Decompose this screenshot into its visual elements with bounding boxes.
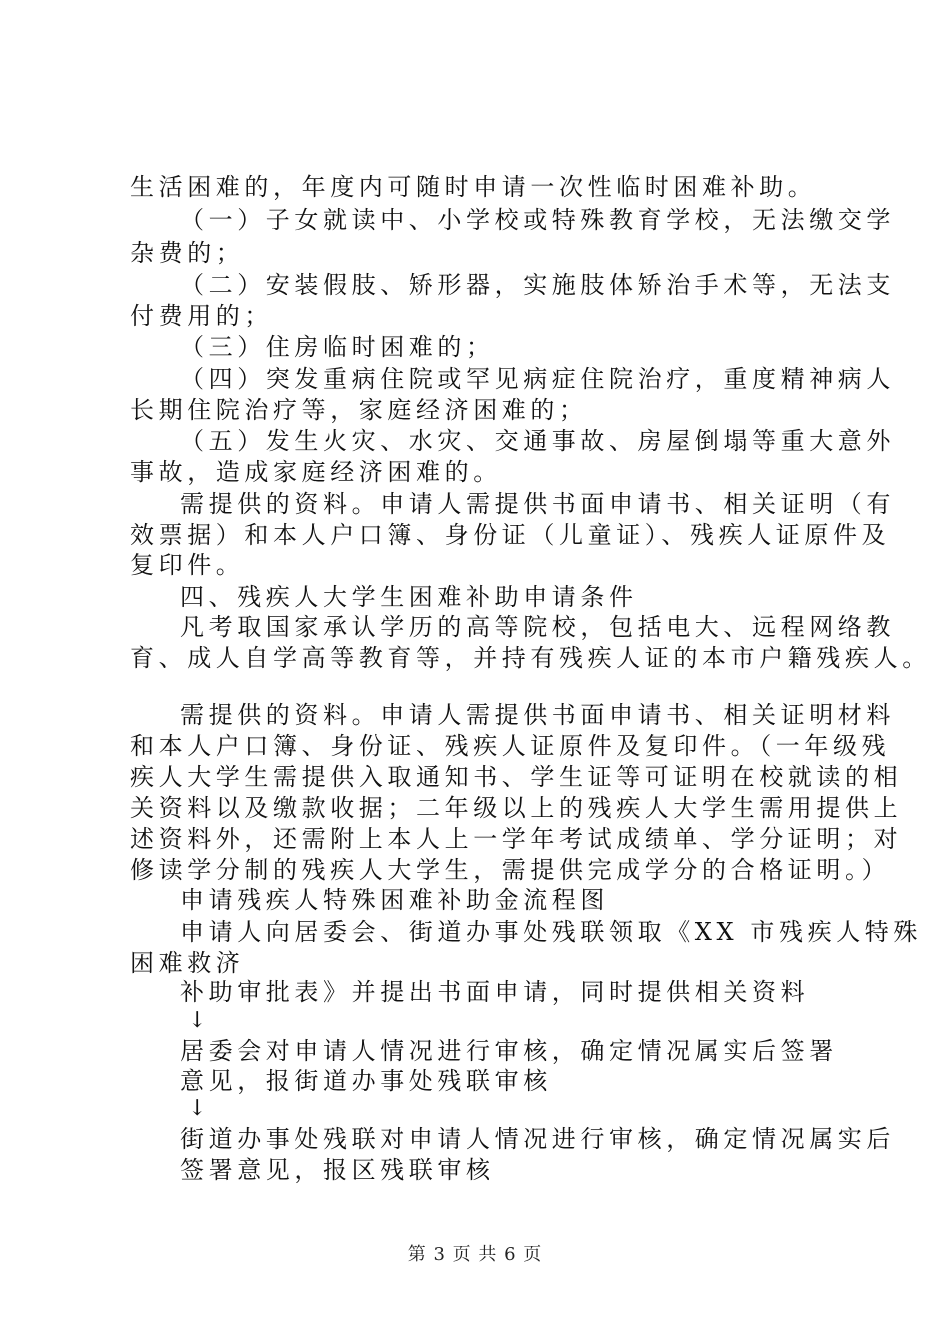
text-line: 杂费的；: [130, 239, 245, 267]
section-heading: 四、残疾人大学生困难补助申请条件: [180, 583, 638, 611]
flow-step-text: 签署意见，报区残联审核: [180, 1156, 495, 1184]
text-line: 述资料外，还需附上本人上一学年考试成绩单、学分证明；对: [130, 825, 903, 853]
flow-step-text: 申请人向居委会、街道办事处残联领取《XX 市残疾人特殊: [180, 918, 922, 946]
text-line: 付费用的；: [130, 302, 273, 330]
flow-arrow-icon: ↓: [188, 1008, 207, 1033]
text-line: 育、成人自学高等教育等，并持有残疾人证的本市户籍残疾人。: [130, 644, 931, 672]
flow-step-text: 居委会对申请人情况进行审核，确定情况属实后签署: [180, 1037, 838, 1065]
text-line: 需提供的资料。申请人需提供书面申请书、相关证明材料: [180, 701, 895, 729]
text-line: 需提供的资料。申请人需提供书面申请书、相关证明（有: [180, 490, 895, 518]
flow-step-text: 街道办事处残联对申请人情况进行审核，确定情况属实后: [180, 1125, 895, 1153]
text-line: 生活困难的，年度内可随时申请一次性临时困难补助。: [130, 173, 817, 201]
page-footer: 第 3 页 共 6 页: [407, 1244, 543, 1265]
text-line: 凡考取国家承认学历的高等院校，包括电大、远程网络教: [180, 613, 895, 641]
text-line: 疾人大学生需提供入取通知书、学生证等可证明在校就读的相: [130, 763, 903, 791]
text-line: 效票据）和本人户口簿、身份证（儿童证）、残疾人证原件及: [130, 521, 891, 549]
text-line: （四）突发重病住院或罕见病症住院治疗，重度精神病人: [180, 365, 895, 393]
flow-step-text: 补助审批表》并提出书面申请，同时提供相关资料: [180, 978, 810, 1006]
text-line: 关资料以及缴款收据；二年级以上的残疾人大学生需用提供上: [130, 794, 903, 822]
text-line: （五）发生火灾、水灾、交通事故、房屋倒塌等重大意外: [180, 427, 895, 455]
text-line: 和本人户口簿、身份证、残疾人证原件及复印件。（一年级残: [130, 732, 891, 760]
flow-arrow-icon: ↓: [188, 1096, 207, 1121]
text-line: （一）子女就读中、小学校或特殊教育学校，无法缴交学: [180, 206, 895, 234]
text-line: 事故，造成家庭经济困难的。: [130, 458, 502, 486]
flowchart-title: 申请残疾人特殊困难补助金流程图: [180, 886, 609, 914]
text-line: 修读学分制的残疾人大学生，需提供完成学分的合格证明。）: [130, 856, 891, 884]
text-line: （三）住房临时困难的；: [180, 333, 495, 361]
text-line: （二）安装假肢、矫形器，实施肢体矫治手术等，无法支: [180, 271, 895, 299]
text-line: 复印件。: [130, 551, 245, 579]
flow-step-text: 意见，报街道办事处残联审核: [180, 1067, 552, 1095]
flow-step-text: 困难救济: [130, 949, 245, 977]
text-line: 长期住院治疗等，家庭经济困难的；: [130, 396, 588, 424]
